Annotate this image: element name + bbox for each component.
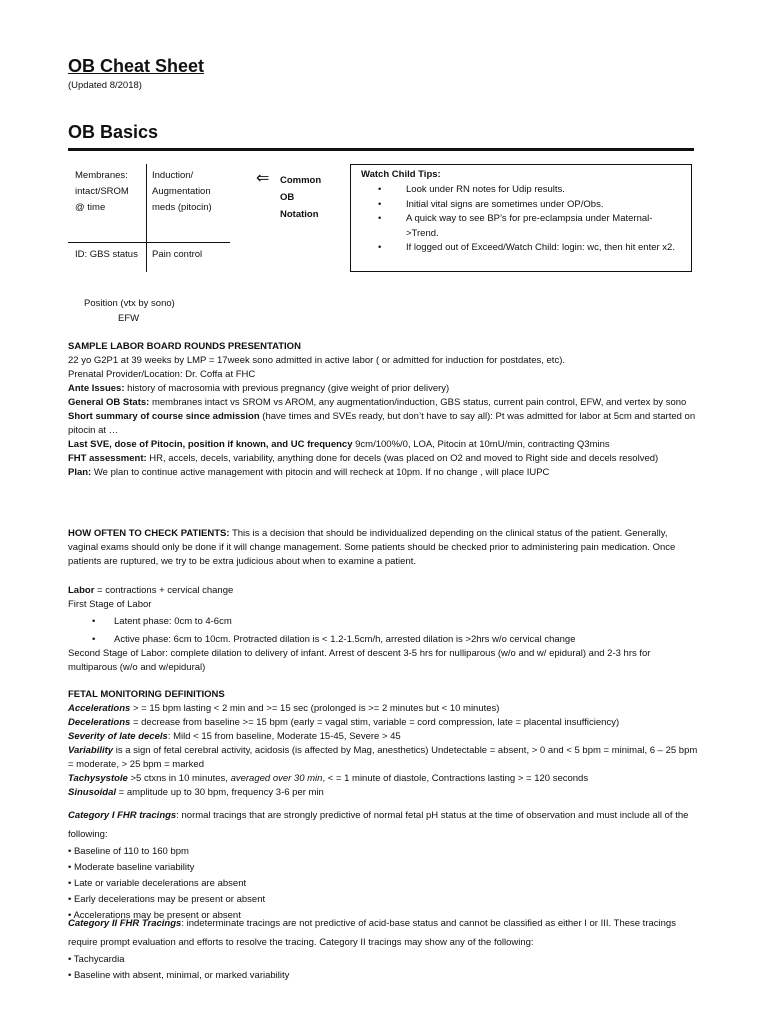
notation-induction: Induction/ Augmentation meds (pitocin) <box>152 170 212 213</box>
variability: Variability is a sign of fetal cerebral activity, acidosis (is affected by Mag, anesthetics) Undetectable = absent, > 0 and < 5 bpm = minimal, 6 – 25 bpm = moderate, > 25 bpm = marked <box>68 745 698 770</box>
notation-gbs: ID: GBS status <box>75 249 138 260</box>
rounds-line1: 22 yo G2P1 at 39 weeks by LMP = 17week sono admitted in active labor ( or admitted for induction for postdates, etc). <box>68 355 565 366</box>
page-title: OB Cheat Sheet <box>68 56 205 76</box>
category-1-item: • Late or variable decelerations are absent <box>68 878 247 889</box>
heading-rule <box>68 148 694 151</box>
fht-assessment: FHT assessment: HR, accels, decels, variability, anything done for decels (was placed on O2 and moved to Right side and decels resolved) <box>68 453 659 464</box>
tachysystole: Tachysystole >5 ctxns in 10 minutes, averaged over 30 min, < = 1 minute of diastole, Contractions lasting > = 120 seconds <box>68 773 589 784</box>
rounds-line2: Prenatal Provider/Location: Dr. Coffa at FHC <box>68 369 256 380</box>
ante-issues: Ante Issues: history of macrosomia with previous pregnancy (give weight of prior delivery) <box>68 383 450 394</box>
tip-item: • A quick way to see BP’s for pre-eclampsia under Maternal->Trend. <box>378 212 683 241</box>
fetal-heading: FETAL MONITORING DEFINITIONS <box>68 689 225 700</box>
category-1-item: • Early decelerations may be present or absent <box>68 894 266 905</box>
category-2-intro: Category II FHR Tracings: indeterminate tracings are not predictive of acid-base status and cannot be classified as either I or III. These tracings require prompt evaluation and efforts to resolve the tracing. Category II tracings may show any of the following: <box>68 918 676 948</box>
latent-phase: • Latent phase: 0cm to 4-6cm <box>92 615 700 629</box>
notation-horizontal-line <box>68 242 230 243</box>
position-label: Position (vtx by sono) <box>84 298 175 309</box>
sinusoidal: Sinusoidal = amplitude up to 30 bpm, frequency 3-6 per min <box>68 787 324 798</box>
category-1-intro: Category I FHR tracings: normal tracings that are strongly predictive of normal fetal pH status at the time of observation and must include all of the following: <box>68 810 689 840</box>
rounds-section <box>68 340 700 480</box>
labor-section <box>68 584 700 675</box>
accelerations: Accelerations > = 15 bpm lasting < 2 min and >= 15 sec (prolonged is >= 2 minutes but < 10 minutes) <box>68 703 500 714</box>
active-phase: • Active phase: 6cm to 10cm. Protracted dilation is < 1.2-1.5cm/h, arrested dilation is >2hrs w/o cervical change <box>92 633 700 647</box>
efw-label: EFW <box>118 313 140 324</box>
left-arrow-icon: ⇐ <box>256 170 270 187</box>
tip-item: • Look under RN notes for Udip results. <box>378 183 683 198</box>
fetal-monitoring-section <box>68 688 700 800</box>
category-1-item: • Moderate baseline variability <box>68 862 195 873</box>
general-ob-stats: General OB Stats: membranes intact vs SROM vs AROM, any augmentation/induction, GBS status, current pain control, EFW, and vertex by sono <box>68 397 687 408</box>
category-2-item: • Baseline with absent, minimal, or marked variability <box>68 970 290 981</box>
second-stage: Second Stage of Labor: complete dilation to delivery of infant. Arrest of descent 3-5 hrs for nulliparous (w/o and w/ epidural) and 2-3 hrs for multiparous (w/o and w/epidural) <box>68 648 651 673</box>
plan: Plan: We plan to continue active management with pitocin and will recheck at 10pm. If no change , will place IUPC <box>68 467 550 478</box>
category-1-section <box>68 806 700 924</box>
how-often-check: HOW OFTEN TO CHECK PATIENTS: This is a decision that should be individualized depending on the clinical status of the patient. Generally, vaginal exams should only be done if it will change management. Some patients should be checked prior to administering pain medication. Once patients are ruptured, we try to be extra judicious about when to examine a patient. <box>68 528 676 567</box>
labor-definition: Labor = contractions + cervical change <box>68 585 234 596</box>
category-2-section <box>68 914 700 984</box>
tip-item: • Initial vital signs are sometimes under OP/Obs. <box>378 198 683 213</box>
notation-membranes: Membranes: intact/SROM @ time <box>75 170 129 213</box>
first-stage-label: First Stage of Labor <box>68 599 152 610</box>
labor-phase-list <box>68 615 700 647</box>
notation-pain: Pain control <box>152 249 203 260</box>
rounds-heading: SAMPLE LABOR BOARD ROUNDS PRESENTATION <box>68 341 301 352</box>
updated-date: (Updated 8/2018) <box>68 80 142 91</box>
category-1-item: • Accelerations may be present or absent <box>68 910 241 921</box>
tips-title: Watch Child Tips: <box>361 169 441 180</box>
decelerations: Decelerations = decrease from baseline >= 15 bpm (early = vagal stim, variable = cord compression, late = placental insufficiency) <box>68 717 620 728</box>
category-1-item: • Baseline of 110 to 160 bpm <box>68 846 189 857</box>
category-2-item: • Tachycardia <box>68 954 125 965</box>
short-summary: Short summary of course since admission (have times and SVEs ready, but don’t have to say all): Pt was admitted for labor at 5cm and started on pitocin at … <box>68 411 696 436</box>
section-heading-ob-basics: OB Basics <box>68 122 159 142</box>
last-sve: Last SVE, dose of Pitocin, position if known, and UC frequency 9cm/100%/0, LOA, Pitocin at 10mU/min, contracting Q3mins <box>68 439 610 450</box>
tip-item: • If logged out of Exceed/Watch Child: login: wc, then hit enter x2. <box>378 241 683 256</box>
notation-vertical-line <box>146 164 147 272</box>
tips-list <box>378 183 683 256</box>
common-ob-notation-label: Common OB Notation <box>280 175 322 220</box>
severity-late-decels: Severity of late decels: Mild < 15 from baseline, Moderate 15-45, Severe > 45 <box>68 731 401 742</box>
